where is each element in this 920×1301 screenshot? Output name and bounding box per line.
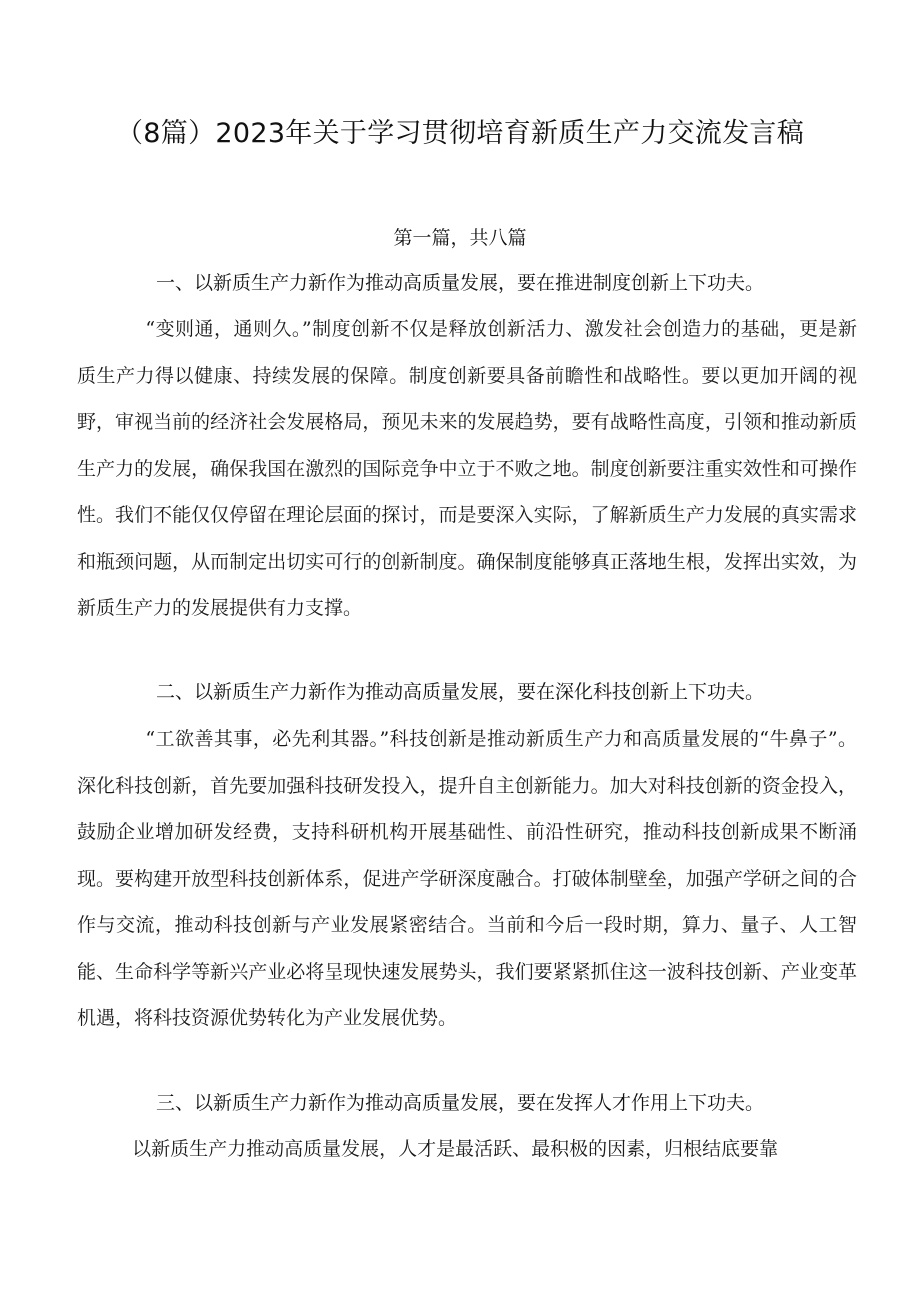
section-1-heading: 一、以新质生产力新作为推动高质量发展，要在推进制度创新上下功夫。 [155, 272, 764, 294]
part-title: 第一篇，共八篇 [393, 227, 527, 249]
section-2-body: “工欲善其事，必先利其器。”科技创新是推动新质生产力和高质量发展的“牛鼻子”。深化科技创新，首先要加强科技研发投入，提升自主创新能力。加大对科技创新的资金投入，鼓励企业增加研发经费，支持科研机构开展基础性、前沿性研究，推动科技创新成果不断涌现。要构建开放型科技创新体系，促进产学研深度融合。打破体制壁垒，加强产学研之间的合作与交流，推动科技创新与产业发展紧密结合。当前和今后一段时期，算力、量子、人工智能、生命科学等新兴产业必将呈现快速发展势头，我们要紧紧抓住这一波科技创新、产业变革机遇，将科技资源优势转化为产业发展优势。 [77, 728, 857, 1029]
section-3-heading: 三、以新质生产力新作为推动高质量发展，要在发挥人才作用上下功夫。 [155, 1092, 764, 1114]
section-2-heading: 二、以新质生产力新作为推动高质量发展，要在深化科技创新上下功夫。 [155, 681, 764, 703]
section-3-body: 以新质生产力推动高质量发展，人才是最活跃、最积极的因素，归根结底要靠 [132, 1138, 779, 1160]
document-title: （8篇）2023年关于学习贯彻培育新质生产力交流发言稿 [116, 118, 804, 149]
section-1-body: “变则通，通则久。”制度创新不仅是释放创新活力、激发社会创造力的基础，更是新质生产力得以健康、持续发展的保障。制度创新要具备前瞻性和战略性。要以更加开阔的视野，审视当前的经济社会发展格局，预见未来的发展趋势，要有战略性高度，引领和推动新质生产力的发展，确保我国在激烈的国际竞争中立于不败之地。制度创新要注重实效性和可操作性。我们不能仅仅停留在理论层面的探讨，而是要深入实际，了解新质生产力发展的真实需求和瓶颈问题，从而制定出切实可行的创新制度。确保制度能够真正落地生根，发挥出实效，为新质生产力的发展提供有力支撑。 [77, 318, 857, 619]
